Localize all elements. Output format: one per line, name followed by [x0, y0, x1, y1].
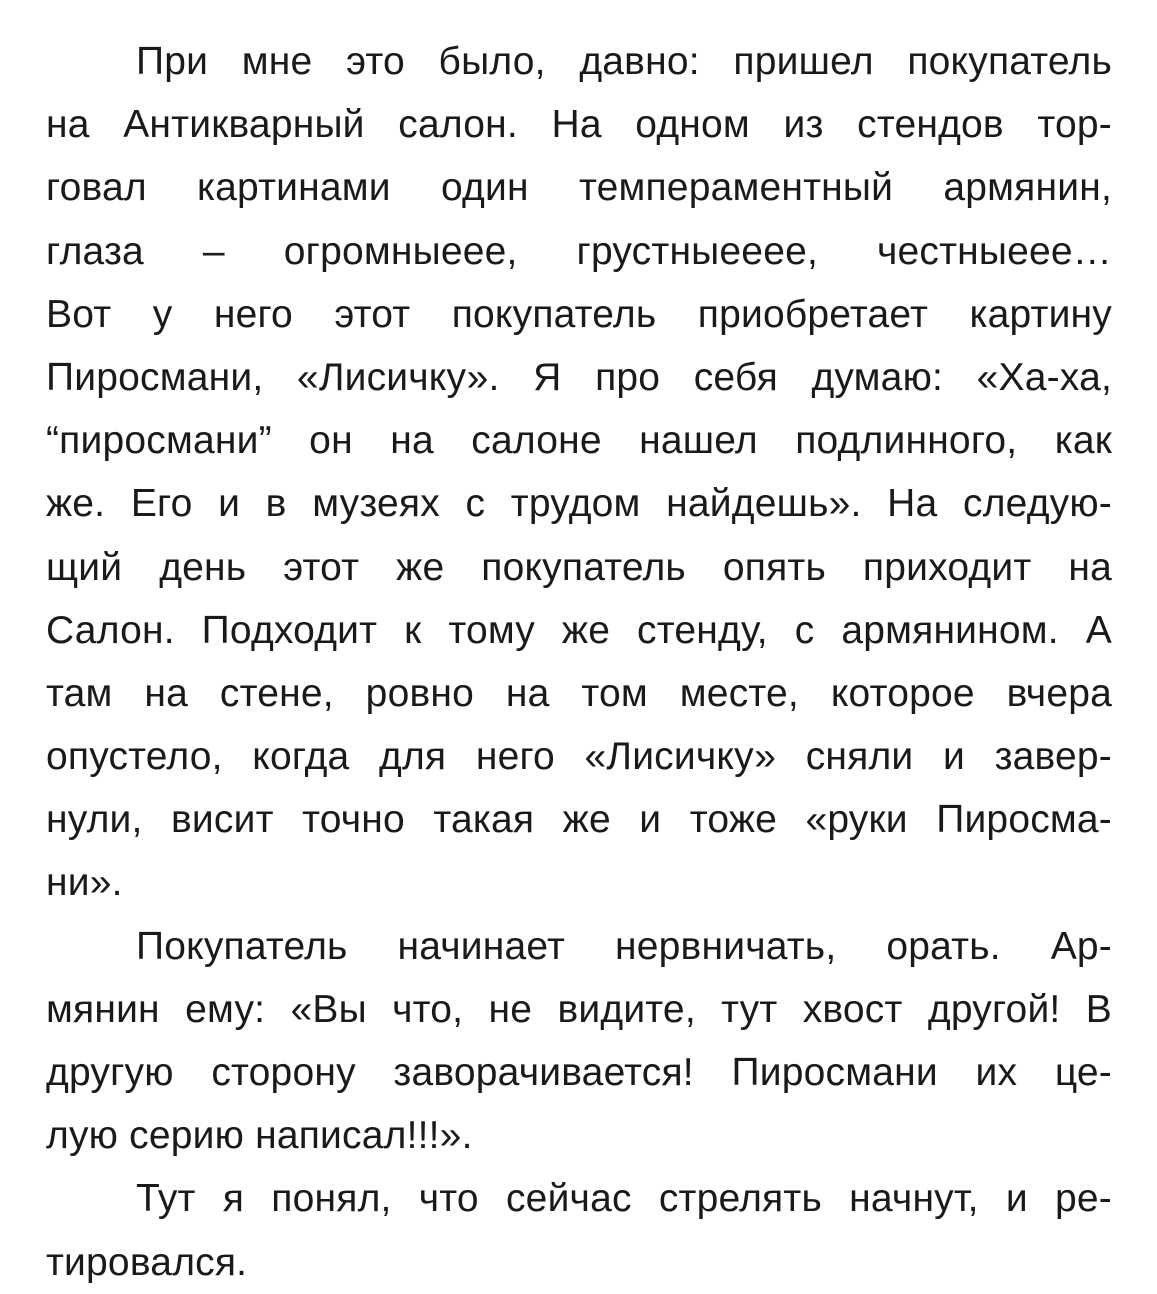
text-line: При мне это было, давно: пришел покупатель	[136, 40, 1112, 83]
paragraph-1	[46, 30, 1112, 915]
text-line: там на стене, ровно на том месте, которое вчера	[46, 671, 1112, 715]
text-line: Тут я понял, что сейчас стрелять начнут, и ре-	[136, 1177, 1112, 1221]
text-line: же. Его и в музеях с трудом найдешь». На следую-	[46, 482, 1112, 526]
text-line: Салон. Подходит к тому же стенду, с армянином. А	[46, 608, 1112, 652]
text-line: нули, висит точно такая же и тоже «руки Пиросма-	[46, 798, 1112, 842]
text-line: другую сторону заворачивается! Пиросмани их це-	[46, 1051, 1112, 1094]
text-line: мянин ему: «Вы что, не видите, тут хвост другой! В	[46, 987, 1112, 1031]
text-line: Пиросмани, «Лисичку». Я про себя думаю: «Ха-ха,	[46, 355, 1112, 399]
text-line: Вот у него этот покупатель приобретает картину	[46, 292, 1112, 336]
text-page	[46, 30, 1112, 1294]
paragraph-2	[46, 915, 1112, 1168]
text-line: ни».	[46, 861, 123, 905]
text-line: “пиросмани” он на салоне нашел подлинного, как	[46, 419, 1112, 463]
text-line: говал картинами один темпераментный армянин,	[46, 166, 1112, 210]
paragraph-3	[46, 1167, 1112, 1293]
text-line: Покупатель начинает нервничать, орать. Ар-	[136, 924, 1112, 968]
text-line: тировался.	[46, 1240, 248, 1284]
text-line: глаза – огромныеее, грустныееее, честныеее…	[46, 229, 1112, 273]
text-line: на Антикварный салон. На одном из стендов тор-	[46, 103, 1112, 147]
text-line: лую серию написал!!!».	[46, 1114, 473, 1158]
text-line: опустело, когда для него «Лисичку» сняли и завер-	[46, 735, 1112, 779]
text-line: щий день этот же покупатель опять приходит на	[46, 545, 1112, 589]
